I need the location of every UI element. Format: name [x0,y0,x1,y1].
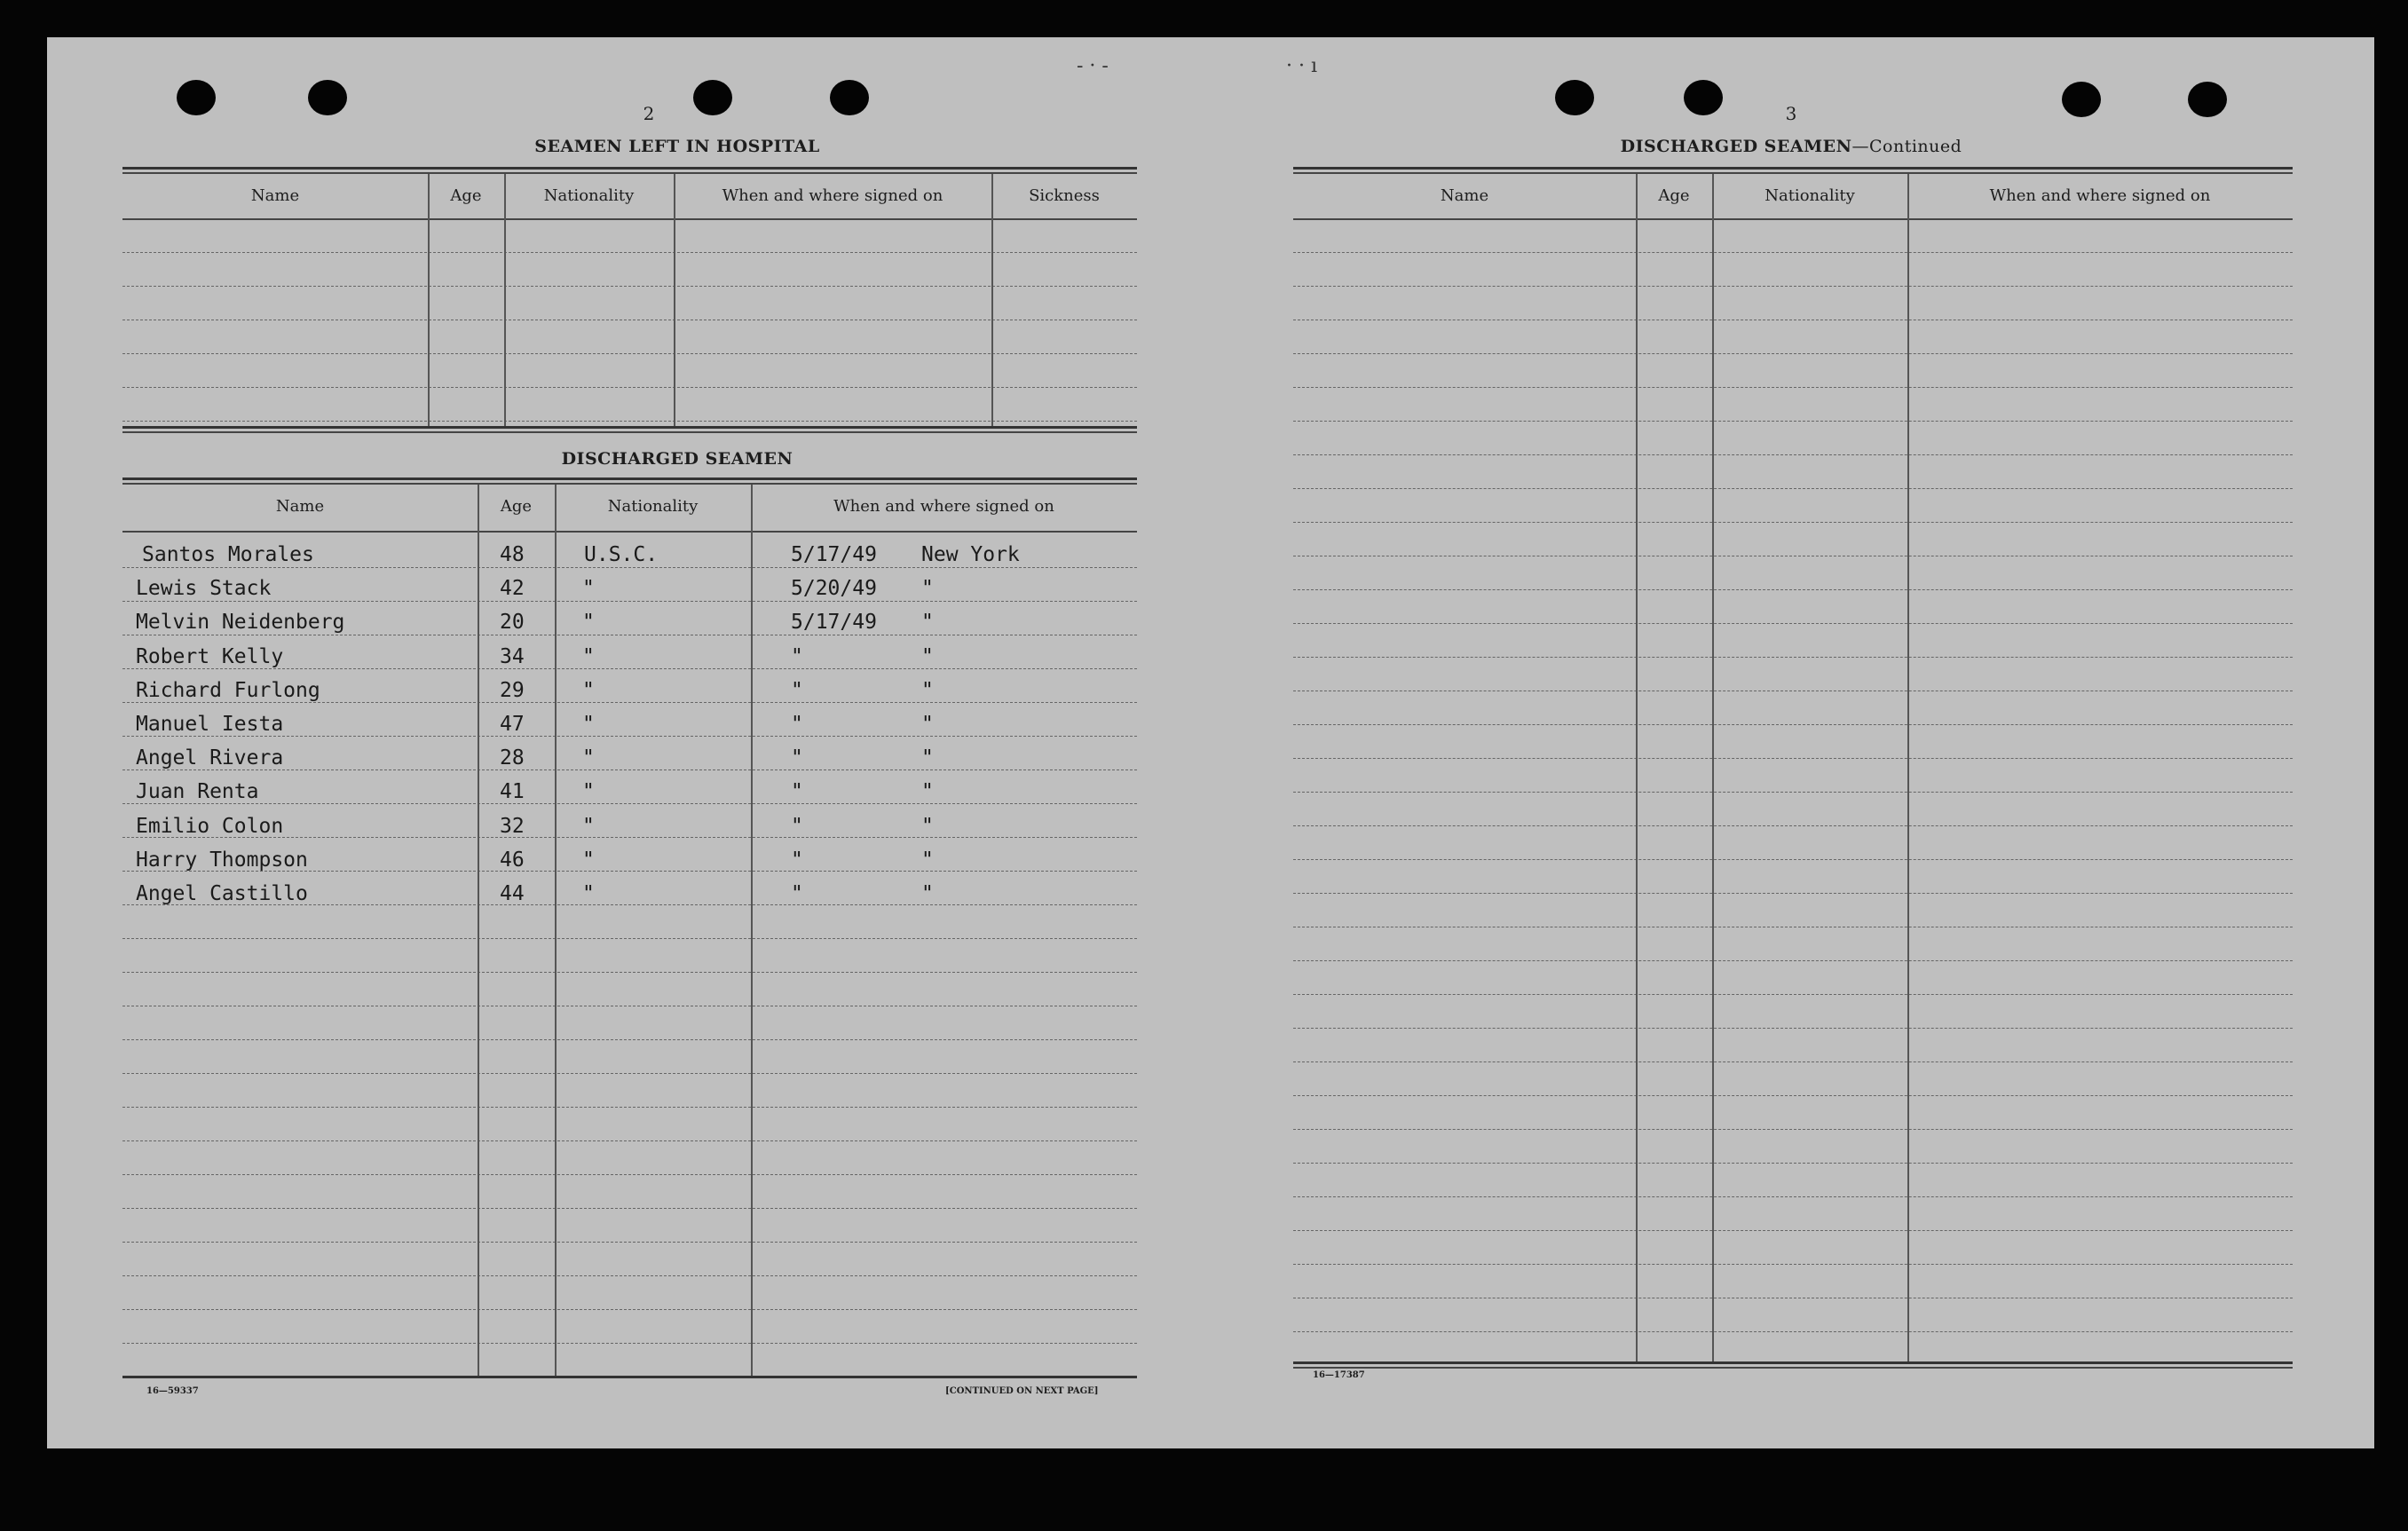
row-rule [1293,859,2293,860]
seaman-age: 34 [500,644,525,668]
signed-on-date: " [791,713,803,736]
seaman-name: Lewis Stack [136,577,272,601]
table-top-rule [122,172,1137,174]
row-rule [1293,387,2293,388]
seaman-age: 48 [500,543,525,566]
seaman-age: 47 [500,713,525,736]
column-separator [478,485,479,1376]
seaman-name: Richard Furlong [136,678,320,702]
header-rule [122,218,1137,220]
signed-on-date: " [791,814,803,838]
row-rule [1293,657,2293,658]
punch-hole [2188,82,2227,117]
discharged-continued-title [1525,137,2057,156]
signed-on-place: " [921,678,934,702]
punch-hole [177,80,216,115]
row-rule [122,601,1137,602]
row-rule [122,252,1137,253]
row-rule [1293,488,2293,489]
row-rule [122,1174,1137,1175]
signed-on-date: " [791,746,803,770]
column-separator [428,174,430,426]
seaman-age: 20 [500,611,525,635]
row-rule [1293,286,2293,287]
row-rule [1293,252,2293,253]
form-number: 16—59337 [146,1386,199,1396]
seaman-name: Manuel Iesta [136,713,284,736]
row-rule [1293,724,2293,725]
column-separator [1907,174,1909,1361]
seaman-name: Angel Rivera [136,746,284,770]
seaman-nationality: " [582,678,595,702]
punch-hole [1684,80,1723,115]
column-header: Age [500,497,533,516]
row-rule [1293,1196,2293,1197]
column-header: When and where signed on [833,497,1054,516]
discharged-section-title: DISCHARGED SEAMEN [561,449,793,469]
seaman-age: 28 [500,746,525,770]
page-number: 3 [1785,103,1797,124]
column-header: Name [275,497,325,516]
seaman-name: Melvin Neidenberg [136,611,345,635]
row-rule [122,1107,1137,1108]
table-bottom-rule [122,431,1137,433]
seaman-age: 42 [500,577,525,601]
row-rule [122,1140,1137,1141]
signed-on-date: " [791,882,803,905]
signed-on-place: " [921,814,934,838]
hospital-section-title: SEAMEN LEFT IN HOSPITAL [534,137,820,156]
page-number: 2 [643,103,655,124]
column-header: When and where signed on [1989,186,2211,205]
seaman-name: Santos Morales [142,543,314,566]
column-header: Age [450,186,482,205]
seaman-nationality: " [582,848,595,872]
seaman-nationality: " [582,644,595,668]
seaman-nationality: U.S.C. [584,543,659,566]
column-header: Name [250,186,300,205]
row-rule [1293,893,2293,894]
row-rule [122,1073,1137,1074]
table-bottom-rule [122,426,1137,429]
seaman-age: 32 [500,814,525,838]
row-rule [122,1208,1137,1209]
signed-on-date: 5/17/49 [791,543,877,566]
punch-hole [308,80,347,115]
row-rule [1293,825,2293,826]
column-separator [751,485,753,1376]
row-rule [122,353,1137,354]
column-separator [1636,174,1638,1361]
row-rule [1293,1230,2293,1231]
row-rule [1293,1129,2293,1130]
row-rule [122,567,1137,568]
row-rule [1293,421,2293,422]
row-rule [1293,589,2293,590]
seaman-nationality: " [582,713,595,736]
seaman-nationality: " [582,746,595,770]
signed-on-place: " [921,780,934,804]
column-header: Nationality [607,497,699,516]
signed-on-place: " [921,713,934,736]
table-top-rule [1293,167,2293,170]
column-separator [674,174,675,426]
table-bottom-rule [1293,1367,2293,1369]
column-separator [555,485,557,1376]
row-rule [122,702,1137,703]
row-rule [1293,353,2293,354]
punch-hole [830,80,869,115]
punch-hole [2062,82,2101,117]
row-rule [1293,454,2293,455]
signed-on-place: " [921,644,934,668]
row-rule [122,1275,1137,1276]
continued-note: [CONTINUED ON NEXT PAGE] [945,1386,1099,1396]
row-rule [122,387,1137,388]
row-rule [122,972,1137,973]
table-top-rule [1293,172,2293,174]
column-header: Name [1440,186,1489,205]
signed-on-place: " [921,882,934,905]
signed-on-place: " [921,746,934,770]
row-rule [122,1343,1137,1344]
seaman-nationality: " [582,882,595,905]
signed-on-date: 5/20/49 [791,577,877,601]
row-rule [122,803,1137,804]
row-rule [1293,623,2293,624]
seaman-name: Harry Thompson [136,848,308,872]
seaman-age: 44 [500,882,525,905]
row-rule [122,1039,1137,1040]
row-rule [1293,960,2293,961]
signed-on-date: " [791,848,803,872]
column-header: Age [1658,186,1690,205]
column-header: Sickness [1029,186,1100,205]
column-header: When and where signed on [722,186,943,205]
row-rule [1293,994,2293,995]
table-top-rule [122,483,1137,485]
signed-on-place: New York [921,543,1020,566]
column-separator [1712,174,1714,1361]
title-continued: —Continued [1851,137,1962,156]
punch-hole [1555,80,1594,115]
seaman-nationality: " [582,577,595,601]
signed-on-date: " [791,644,803,668]
row-rule [122,286,1137,287]
row-rule [122,668,1137,669]
document-sheet [47,37,2374,1448]
row-rule [122,938,1137,939]
row-rule [1293,792,2293,793]
table-top-rule [122,477,1137,480]
row-rule [122,1242,1137,1243]
signed-on-date: " [791,780,803,804]
signed-on-place: " [921,577,934,601]
seaman-name: Emilio Colon [136,814,284,838]
row-rule [1293,1163,2293,1164]
seaman-name: Robert Kelly [136,644,284,668]
row-rule [1293,1095,2293,1096]
row-rule [1293,1028,2293,1029]
stray-mark: - · - [1077,55,1109,77]
signed-on-date: " [791,678,803,702]
table-bottom-rule [1293,1361,2293,1364]
stray-mark: · · ı [1286,55,1318,77]
column-header: Nationality [1765,186,1855,205]
row-rule [122,421,1137,422]
header-rule [122,531,1137,533]
seaman-name: Angel Castillo [136,882,308,905]
row-rule [1293,1061,2293,1062]
column-separator [504,174,506,426]
column-separator [991,174,993,426]
signed-on-date: 5/17/49 [791,611,877,635]
seaman-age: 29 [500,678,525,702]
column-header: Nationality [543,186,635,205]
signed-on-place: " [921,848,934,872]
seaman-name: Juan Renta [136,780,259,804]
row-rule [1293,758,2293,759]
signed-on-place: " [921,611,934,635]
seaman-nationality: " [582,814,595,838]
seaman-nationality: " [582,611,595,635]
form-number: 16—17387 [1313,1370,1365,1380]
row-rule [1293,1331,2293,1332]
row-rule [122,736,1137,737]
row-rule [122,1309,1137,1310]
table-top-rule [122,167,1137,170]
punch-hole [693,80,732,115]
row-rule [1293,1264,2293,1265]
table-bottom-rule [122,1376,1137,1378]
seaman-age: 41 [500,780,525,804]
seaman-age: 46 [500,848,525,872]
header-rule [1293,218,2293,220]
title-main: DISCHARGED SEAMEN [1620,137,1852,156]
seaman-nationality: " [582,780,595,804]
row-rule [1293,522,2293,523]
